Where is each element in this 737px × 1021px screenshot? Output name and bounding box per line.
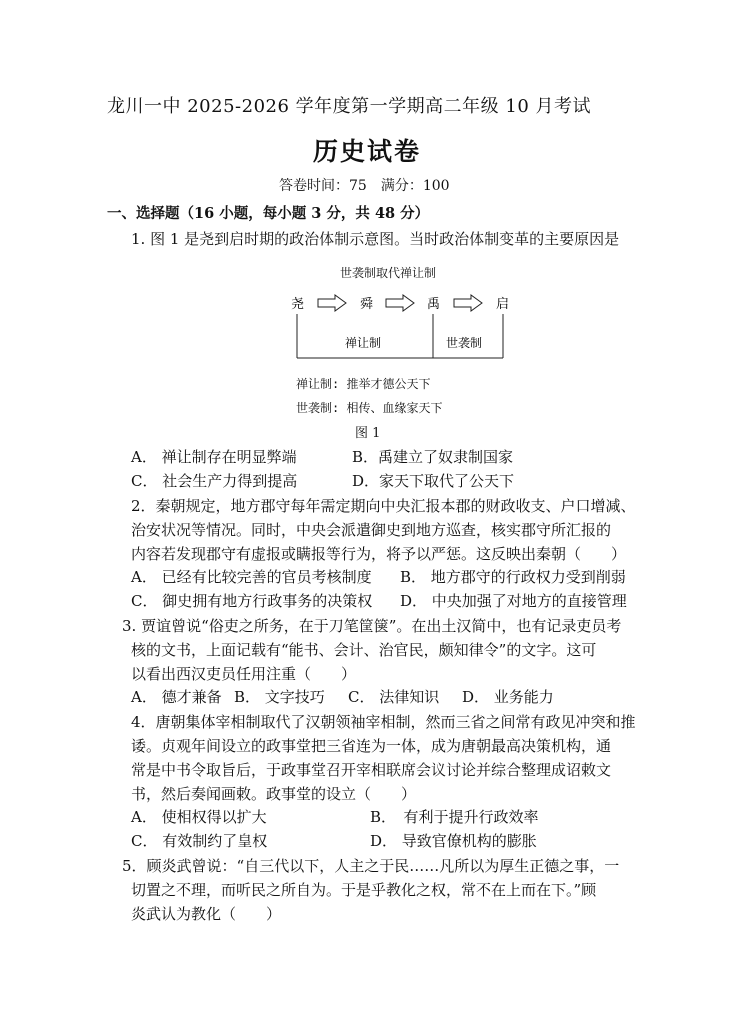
node-yao: 尧 xyxy=(291,297,305,312)
question-1-stem: 1. 图 1 是尧到启时期的政治体制示意图。当时政治体制变革的主要原因是 xyxy=(131,230,620,248)
q4-option-c: C． 有效制约了皇权 xyxy=(131,832,268,850)
question-4-line-4: 书，然后奏闻画敕。政事堂的设立（ ） xyxy=(131,785,417,803)
question-2-line-3: 内容若发现郡守有虚报或瞒报等行为，将予以严惩。这反映出秦朝（ ） xyxy=(131,545,627,563)
question-2-line-1: 2．秦朝规定，地方郡守每年需定期向中央汇报本郡的财政收支、户口增减、 xyxy=(131,497,636,515)
q2-option-c: C． 御史拥有地方行政事务的决策权 xyxy=(131,592,373,610)
q1-option-b: B．禹建立了奴隶制国家 xyxy=(352,448,514,466)
q2-option-b: B． 地方郡守的行政权力受到削弱 xyxy=(400,568,626,586)
page-title: 历史试卷 xyxy=(313,137,422,166)
question-3-line-2: 核的文书，上面记载有“能书、会计、治官民，颇知律令”的文字。这可 xyxy=(131,641,597,659)
question-5-line-2: 切置之不理，而听民之所自为。于是乎教化之权，常不在上而在下。”顾 xyxy=(131,881,597,899)
q3-option-d: D． 业务能力 xyxy=(462,688,554,706)
question-5-line-3: 炎武认为教化（ ） xyxy=(131,905,282,923)
arrow-1 xyxy=(318,295,346,311)
section-title: 一、选择题（16 小题，每小题 3 分，共 48 分） xyxy=(107,205,430,222)
figure-1-title: 世袭制取代禅让制 xyxy=(340,266,437,280)
figure-1-legend-1: 禅让制: 推举才德公天下 xyxy=(296,377,431,391)
node-shun: 舜 xyxy=(360,297,374,312)
question-4-line-1: 4．唐朝集体宰相制取代了汉朝领袖宰相制，然而三省之间常有政见冲突和推 xyxy=(131,713,636,731)
q3-option-c: C． 法律知识 xyxy=(348,688,440,706)
question-4-line-3: 常是中书令取旨后，于政事堂召开宰相联席会议讨论并综合整理成诏敕文 xyxy=(131,761,612,779)
q1-option-c: C． 社会生产力得到提高 xyxy=(131,472,298,490)
figure-1-caption: 图 1 xyxy=(355,426,381,441)
question-3-line-1: 3. 贾谊曾说“俗吏之所务，在于刀笔筐箧”。在出土汉简中，也有记录吏员考 xyxy=(122,617,622,635)
figure-1-diagram xyxy=(288,288,518,363)
arrow-2 xyxy=(386,295,414,311)
node-yu: 禹 xyxy=(427,297,441,312)
q4-option-b: B． 有利于提升行政效率 xyxy=(370,808,539,826)
box-label-hereditary: 世袭制 xyxy=(446,336,483,350)
question-3-line-3: 以看出西汉吏员任用注重（ ） xyxy=(131,665,357,683)
exam-header: 龙川一中 2025-2026 学年度第一学期高二年级 10 月考试 xyxy=(107,96,591,117)
q3-option-b: B． 文字技巧 xyxy=(234,688,325,706)
q3-option-a: A． 德才兼备 xyxy=(131,688,222,706)
exam-meta: 答卷时间：75 满分：100 xyxy=(279,178,450,194)
q1-option-d: D．家天下取代了公天下 xyxy=(352,472,515,490)
q2-option-a: A． 已经有比较完善的官员考核制度 xyxy=(131,568,372,586)
question-2-line-2: 治安状况等情况。同时，中央会派遣御史到地方巡查，核实郡守所汇报的 xyxy=(131,521,612,539)
box-label-abdication: 禅让制 xyxy=(345,336,382,350)
arrow-3 xyxy=(454,295,482,311)
question-4-line-2: 诿。贞观年间设立的政事堂把三省连为一体，成为唐朝最高决策机构，通 xyxy=(131,737,612,755)
q1-option-a: A． 禅让制存在明显弊端 xyxy=(131,448,297,466)
figure-1-legend-2: 世袭制: 相传、血缘家天下 xyxy=(296,401,443,415)
q2-option-d: D． 中央加强了对地方的直接管理 xyxy=(400,592,627,610)
q4-option-d: D． 导致官僚机构的膨胀 xyxy=(370,832,537,850)
q4-option-a: A． 使相权得以扩大 xyxy=(131,808,267,826)
question-5-line-1: 5．顾炎武曾说：“自三代以下，人主之于民……凡所以为厚生正德之事，一 xyxy=(122,857,620,875)
node-qi: 启 xyxy=(496,297,510,312)
